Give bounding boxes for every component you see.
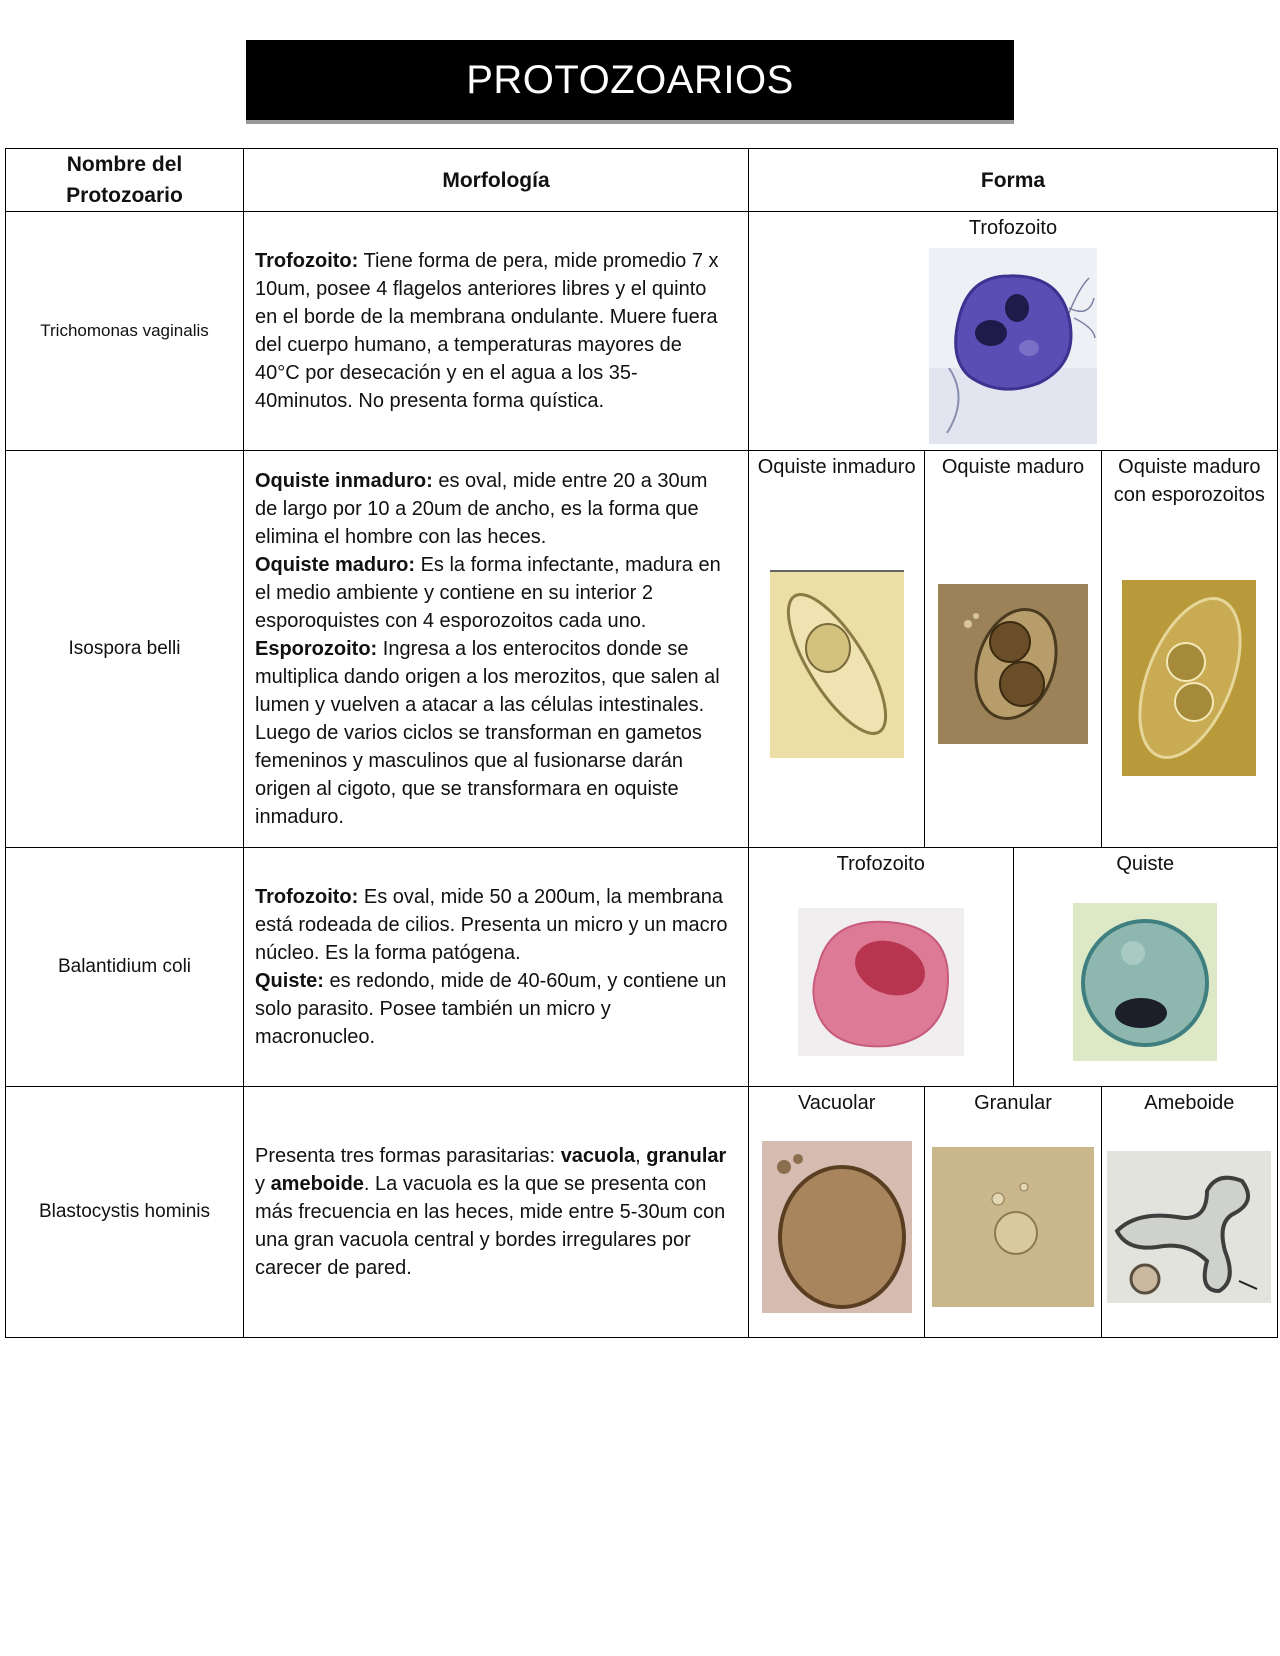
- form-caption: Ameboide: [1144, 1092, 1235, 1114]
- protozoan-name: Balantidium coli: [6, 848, 244, 1087]
- form-cell: [749, 451, 1278, 848]
- protozoan-name: Isospora belli: [6, 451, 244, 848]
- blastocystis-amoeboid-image: [1107, 1151, 1271, 1303]
- morph-text: Es oval, mide 50 a 200um, la membrana está rodeada de cilios. Presenta un micro y un macro núcleo. Es la forma patógena.: [255, 886, 728, 964]
- morph-text: es redondo, mide de 40-60um, y contiene un solo parasito. Posee también un micro y macronucleo.: [255, 970, 727, 1048]
- table-row: [6, 451, 1278, 848]
- morph-label: Oquiste maduro:: [255, 554, 416, 576]
- morph-label: Trofozoito:: [255, 250, 359, 272]
- morph-text: ,: [635, 1145, 647, 1167]
- morph-label: granular: [646, 1145, 727, 1167]
- protozoa-table: [5, 148, 1278, 1338]
- blastocystis-granular-image: [932, 1147, 1094, 1307]
- form-caption: Oquiste inmaduro: [757, 456, 916, 478]
- isospora-sporulated-oocyst-image: [1122, 580, 1256, 776]
- morph-text: es oval, mide entre 20 a 30um de largo por 10 a 20um de ancho, es la forma que elimina el hombre con las heces.: [255, 470, 708, 548]
- morph-text: y: [255, 1173, 271, 1195]
- form-cell: [749, 848, 1278, 1087]
- trichomonas-trophozoite-image: [929, 248, 1097, 444]
- form-caption: Oquiste maduro con esporozoitos: [1113, 456, 1265, 506]
- form-caption: Vacuolar: [797, 1092, 876, 1114]
- morph-label: Oquiste inmaduro:: [255, 470, 433, 492]
- morph-text: Es la forma infectante, madura en el medio ambiente y contiene en su interior 2 esporoquistes con 4 esporozoitos cada uno.: [255, 554, 721, 632]
- form-caption: Trofozoito: [836, 853, 925, 875]
- morph-text: . La vacuola es la que se presenta con más frecuencia en las heces, mide entre 5-30um con una gran vacuola central y bordes irregulares por carecer de pared.: [255, 1173, 726, 1279]
- table-row: [6, 848, 1278, 1087]
- isospora-immature-oocyst-image: [770, 570, 904, 758]
- morph-label: vacuola: [560, 1145, 636, 1167]
- morph-text: Presenta tres formas parasitarias:: [255, 1145, 561, 1167]
- protozoan-name: Trichomonas vaginalis: [6, 212, 244, 451]
- form-caption: Granular: [974, 1092, 1052, 1114]
- morph-label: Trofozoito:: [255, 886, 359, 908]
- form-cell: [749, 1087, 1278, 1338]
- header-morphology: Morfología: [244, 149, 749, 212]
- table-row: [6, 1087, 1278, 1338]
- header-name: Nombre del Protozoario: [6, 149, 244, 212]
- morph-label: ameboide: [270, 1173, 364, 1195]
- form-caption: Trofozoito: [968, 217, 1058, 239]
- morph-label: Esporozoito:: [255, 638, 378, 660]
- morph-label: Quiste:: [255, 970, 324, 992]
- balantidium-trophozoite-image: [798, 908, 964, 1056]
- form-caption: Quiste: [1116, 853, 1175, 875]
- balantidium-cyst-image: [1073, 903, 1217, 1061]
- form-cell: [749, 212, 1278, 451]
- page-title: PROTOZOARIOS: [246, 40, 1014, 120]
- table-row: [6, 212, 1278, 451]
- protozoan-name: Blastocystis hominis: [6, 1087, 244, 1338]
- morph-text: Ingresa a los enterocitos donde se multiplica dando origen a los merozitos, que salen al lumen y vuelven a atacar a las células intestinales. Luego de varios ciclos se transforman en gametos femeninos y masculinos que al fusionarse darán origen al cigoto, que se transformara en oquiste inmaduro.: [255, 638, 720, 828]
- header-form: Forma: [749, 149, 1278, 212]
- table-header-row: [6, 149, 1278, 212]
- morphology-text: [244, 1087, 749, 1338]
- morphology-text: [244, 451, 749, 848]
- morph-text: Tiene forma de pera, mide promedio 7 x 10um, posee 4 flagelos anteriores libres y el quinto en el borde de la membrana ondulante. Muere fuera del cuerpo humano, a temperaturas mayores de 40°C por desecación y en el agua a los 35-40minutos. No presenta forma quística.: [255, 250, 719, 412]
- morphology-text: [244, 212, 749, 451]
- morphology-text: [244, 848, 749, 1087]
- form-caption: Oquiste maduro: [941, 456, 1085, 478]
- blastocystis-vacuolar-image: [762, 1141, 912, 1313]
- isospora-mature-oocyst-image: [938, 584, 1088, 744]
